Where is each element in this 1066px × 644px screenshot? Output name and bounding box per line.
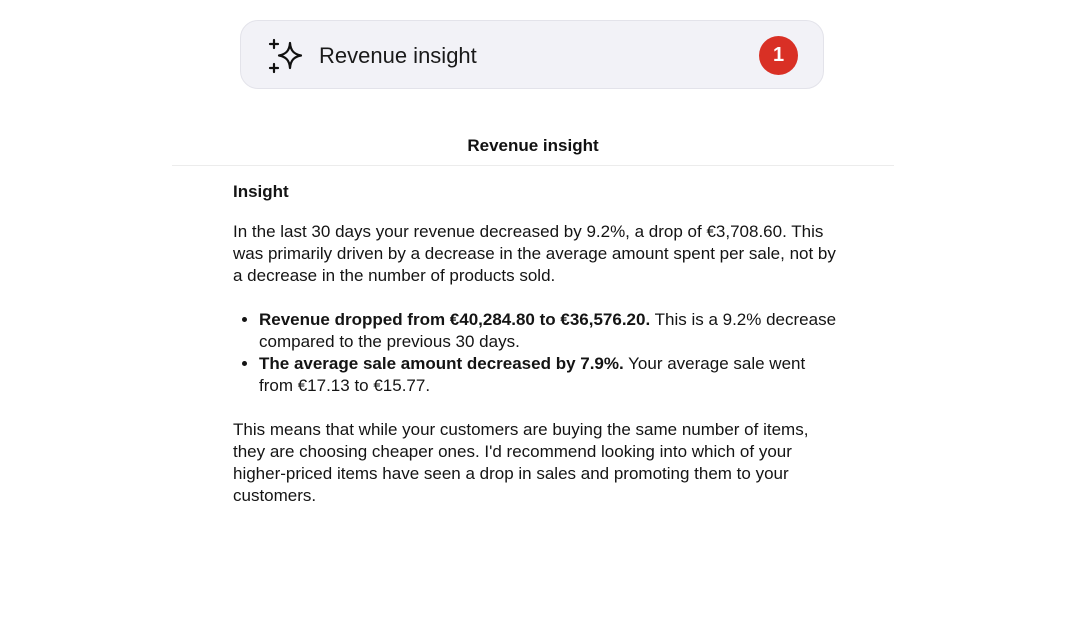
- bullet-bold: The average sale amount decreased by 7.9%.: [259, 354, 624, 373]
- insight-content: [233, 181, 843, 529]
- bullet-bold: Revenue dropped from €40,284.80 to €36,576.20.: [259, 310, 651, 329]
- sparkle-icon: [268, 38, 306, 74]
- panel-title: Revenue insight: [467, 136, 599, 155]
- divider: [172, 165, 894, 166]
- section-heading: Insight: [233, 182, 289, 201]
- pill-label: Revenue insight: [319, 43, 477, 68]
- insight-bullets: [233, 309, 843, 397]
- intro-paragraph: In the last 30 days your revenue decreased by 9.2%, a drop of €3,708.60. This was primarily driven by a decrease in the average amount spent per sale, not by a decrease in the number of products sold.: [233, 222, 836, 285]
- list-item: [259, 309, 843, 353]
- bullet-text: Your average sale went from €17.13 to €15.77.: [259, 354, 806, 395]
- conclusion-paragraph: This means that while your customers are buying the same number of items, they are choosing cheaper ones. I'd recommend looking into which of your higher-priced items have seen a drop in sales and promoting them to your customers.: [233, 420, 809, 505]
- revenue-insight-pill[interactable]: [240, 20, 824, 89]
- bullet-text: This is a 9.2% decrease compared to the previous 30 days.: [259, 310, 837, 351]
- notification-badge: 1: [759, 36, 798, 75]
- list-item: [259, 353, 843, 397]
